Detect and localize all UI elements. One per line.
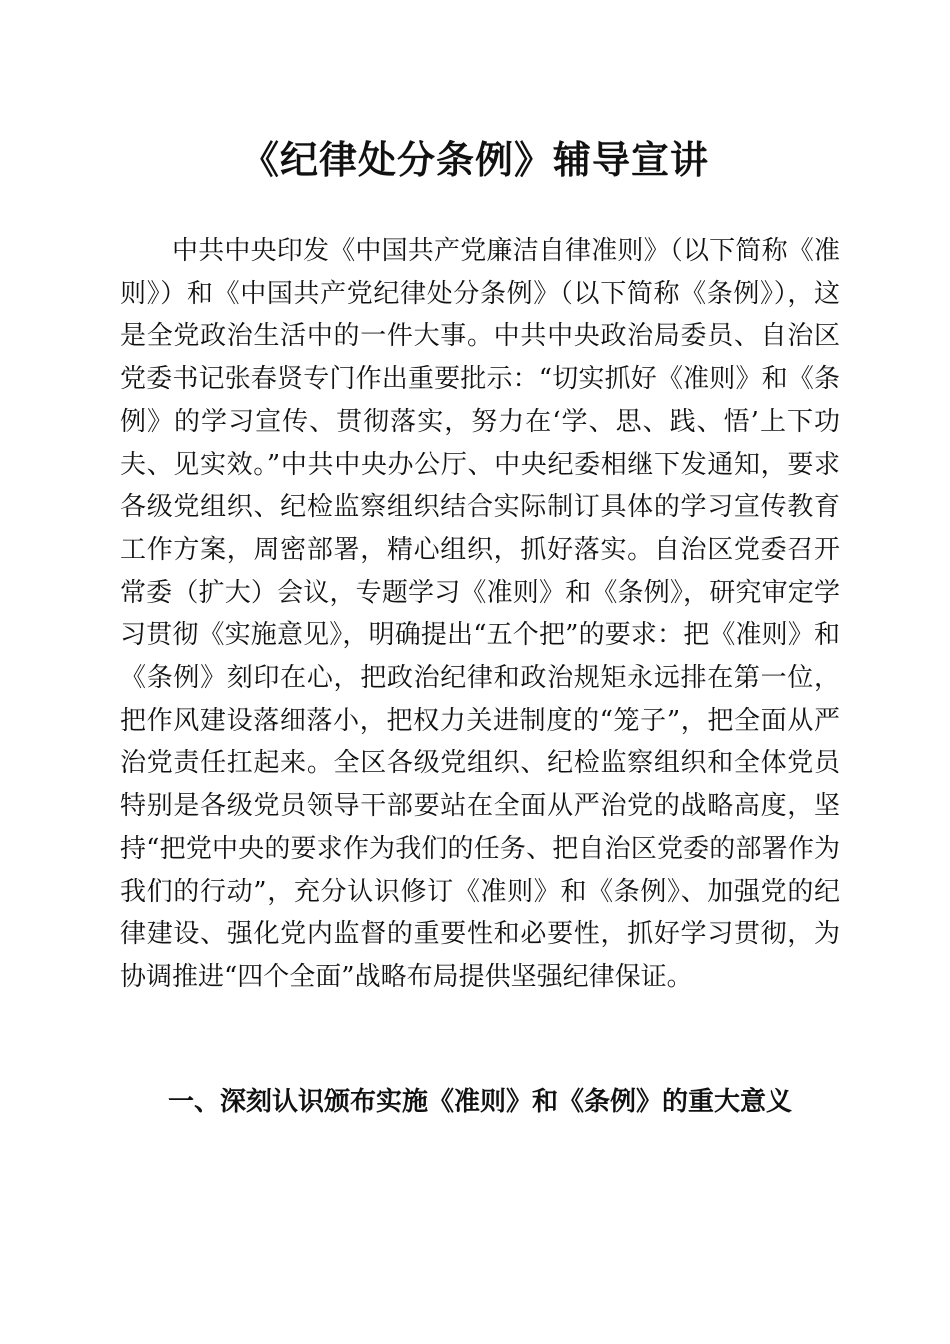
section-heading-1: 一、深刻认识颁布实施《准则》和《条例》的重大意义 [168,1087,793,1117]
document-title: 《纪律处分条例》辅导宣讲 [240,137,709,182]
intro-paragraph: 中共中央印发《中国共产党廉洁自律准则》（以下简称《准则》）和《中国共产党纪律处分条例》（以下简称《条例》），这是全党政治生活中的一件大事。中共中央政治局委员、自治区党委书记张春贤专门作出重要批示：“切实抓好《准则》和《条例》的学习宣传、贯彻落实，努力在‘学、思、践、悟’上下功夫、见实效。”中共中央办公厅、中央纪委相继下发通知，要求各级党组织、纪检监察组织结合实际制订具体的学习宣传教育工作方案，周密部署，精心组织，抓好落实。自治区党委召开常委（扩大）会议，专题学习《准则》和《条例》，研究审定学习贯彻《实施意见》，明确提出“五个把”的要求：把《准则》和《条例》刻印在心，把政治纪律和政治规矩永远排在第一位，把作风建设落细落小，把权力关进制度的“笼子”，把全面从严治党责任扛起来。全区各级党组织、纪检监察组织和全体党员特别是各级党员领导干部要站在全面从严治党的战略高度，坚持“把党中央的要求作为我们的任务、把自治区党委的部署作为我们的行动”，充分认识修订《准则》和《条例》、加强党的纪律建设、强化党内监督的重要性和必要性，抓好学习贯彻，为协调推进“四个全面”战略布局提供坚强纪律保证。 [120,236,840,992]
